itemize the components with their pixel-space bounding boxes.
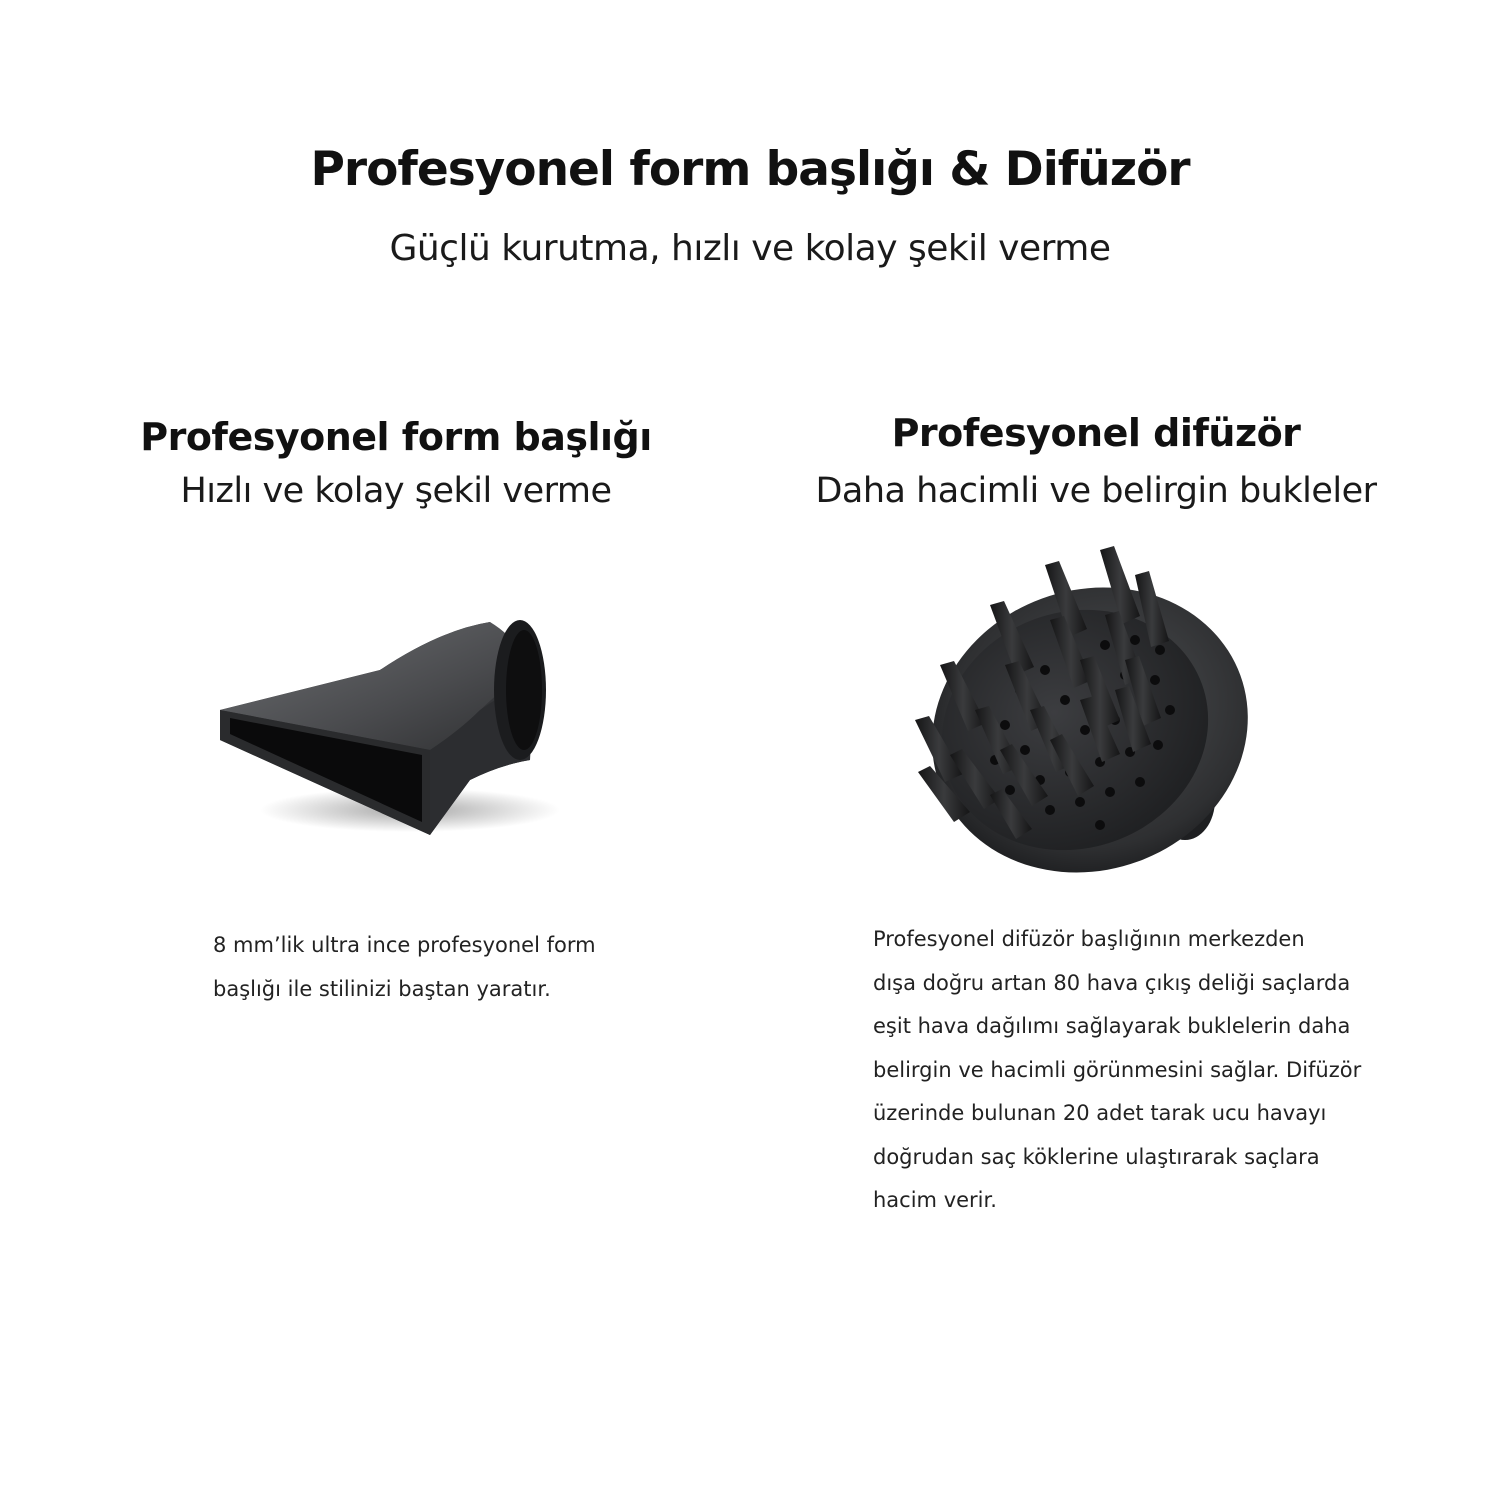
description-line: üzerinde bulunan 20 adet tarak ucu havayı [873,1101,1327,1125]
concentrator-title: Profesyonel form başlığı [140,415,652,459]
description-line: 8 mm’lik ultra ince profesyonel form [213,933,596,957]
description-line: dışa doğru artan 80 hava çıkış deliği saçlarda [873,970,1351,995]
diffuser-description [873,918,1393,1223]
diffuser-tagline: Daha hacimli ve belirgin bukleler [815,471,1377,511]
concentrator-description [213,924,643,1011]
diffuser-title: Profesyonel difüzör [891,411,1301,455]
description-line: belirgin ve hacimli görünmesini sağlar. Difüzör [873,1057,1362,1082]
diffuser-image [900,540,1260,880]
description-line: eşit hava dağılımı sağlayarak buklelerin daha [873,1014,1351,1038]
description-line: hacim verir. [873,1188,997,1212]
description-line: doğrudan saç köklerine ulaştırarak saçlara [873,1144,1320,1169]
page-subtitle: Güçlü kurutma, hızlı ve kolay şekil verme [389,228,1111,269]
description-line: Profesyonel difüzör başlığının merkezden [873,927,1305,951]
description-line: başlığı ile stilinizi baştan yaratır. [213,976,551,1001]
concentrator-nozzle-image [200,600,580,880]
concentrator-tagline: Hızlı ve kolay şekil verme [180,471,612,511]
page-title: Profesyonel form başlığı & Difüzör [310,142,1190,197]
